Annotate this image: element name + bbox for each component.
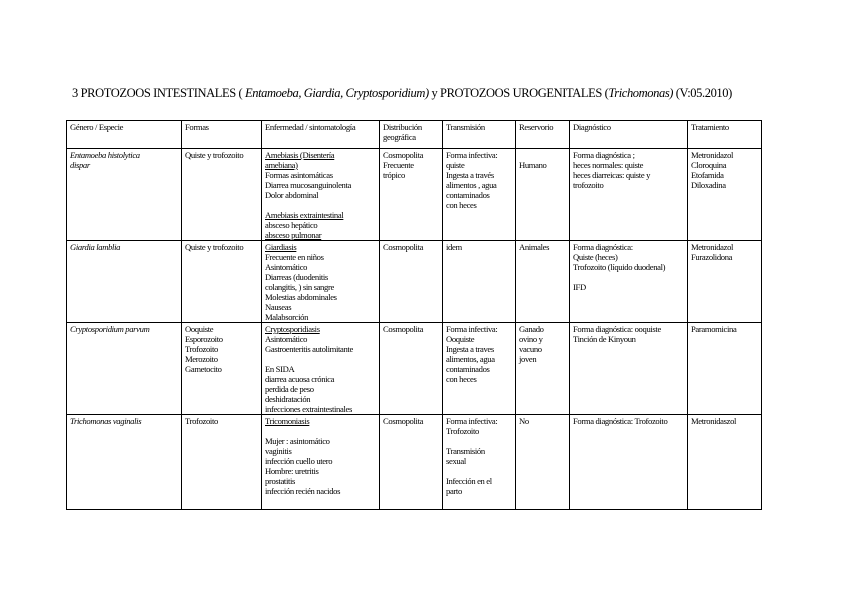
table-row (67, 323, 762, 415)
cell-reservorio: Ganado ovino y vacuno joven (516, 323, 570, 415)
cell-diagnostico: Forma diagnóstica: ooquiste Tinción de Kinyoun (570, 323, 688, 415)
table-row (67, 415, 762, 510)
cell-formas: Trofozoito (182, 415, 262, 510)
cell-formas: Ooquiste Esporozoito Trofozoito Merozoito Gametocito (182, 323, 262, 415)
cell-distribucion: Cosmopolita (380, 241, 443, 323)
cell-distribucion: Cosmopolita Frecuente trópico (380, 149, 443, 241)
page-title: 3 PROTOZOOS INTESTINALES ( Entamoeba, Giardia, Cryptosporidium) y PROTOZOOS UROGENITALES (Trichomonas) (V:05.2010) (72, 86, 732, 100)
cell-tratamiento: Metronidazol Furazolidona (688, 241, 762, 323)
cell-genero: Giardia lamblia (67, 241, 182, 323)
protozoa-table (66, 120, 762, 510)
header-distribucion: Distribución geográfica (380, 121, 443, 149)
cell-diagnostico: Forma diagnóstica: Trofozoito (570, 415, 688, 510)
table-row (67, 241, 762, 323)
header-enfermedad: Enfermedad / sintomatología (262, 121, 380, 149)
cell-enfermedad: Giardiasis Frecuente en niños Asintomático Diarreas (duodenitis colangitis, ) sin sangre Molestias abdominales Nauseas Malabsorción (262, 241, 380, 323)
header-formas: Formas (182, 121, 262, 149)
cell-reservorio: Animales (516, 241, 570, 323)
header-transmision: Transmisión (443, 121, 516, 149)
cell-transmision: Forma infectiva: Trofozoito Transmisión sexual Infección en el parto (443, 415, 516, 510)
cell-formas: Quiste y trofozoito (182, 149, 262, 241)
cell-genero: Trichomonas vaginalis (67, 415, 182, 510)
cell-transmision: Forma infectiva: Ooquiste Ingesta a traves alimentos, agua contaminados con heces (443, 323, 516, 415)
cell-genero: Entamoeba histolytica dispar (67, 149, 182, 241)
cell-diagnostico: Forma diagnóstica: Quiste (heces) Trofozoito (líquido duodenal) IFD (570, 241, 688, 323)
cell-reservorio: Humano (516, 149, 570, 241)
header-row (67, 121, 762, 149)
cell-enfermedad: Amebiasis (Disentería amebiana) Formas asintomáticas Diarrea mucosanguinolenta Dolor abdominal Amebiasis extraintestinal absceso hepático absceso pulmonar (262, 149, 380, 241)
cell-distribucion: Cosmopolita (380, 415, 443, 510)
cell-transmision: Forma infectiva: quiste Ingesta a través alimentos , agua contaminados con heces (443, 149, 516, 241)
cell-enfermedad: Cryptosporidiasis Asintomático Gastroenteritis autolimitante En SIDA diarrea acuosa crónica perdida de peso deshidratación infecciones extraintestinales (262, 323, 380, 415)
cell-distribucion: Cosmopolita (380, 323, 443, 415)
cell-transmision: idem (443, 241, 516, 323)
table-row (67, 149, 762, 241)
cell-tratamiento: Metronidaszol (688, 415, 762, 510)
cell-genero: Cryptosporidium parvum (67, 323, 182, 415)
cell-formas: Quiste y trofozoito (182, 241, 262, 323)
cell-reservorio: No (516, 415, 570, 510)
header-diagnostico: Diagnóstico (570, 121, 688, 149)
header-reservorio: Reservorio (516, 121, 570, 149)
header-genero: Género / Especie (67, 121, 182, 149)
cell-diagnostico: Forma diagnóstica ; heces normales: quiste heces diarreicas: quiste y trofozoito (570, 149, 688, 241)
cell-tratamiento: Metronidazol Cloroquina Etofamida Diloxadina (688, 149, 762, 241)
header-tratamiento: Tratamiento (688, 121, 762, 149)
cell-enfermedad: Tricomoniasis Mujer : asintomático vaginitis infección cuello utero Hombre: uretritis prostatitis infección recién nacidos (262, 415, 380, 510)
cell-tratamiento: Paramomicina (688, 323, 762, 415)
